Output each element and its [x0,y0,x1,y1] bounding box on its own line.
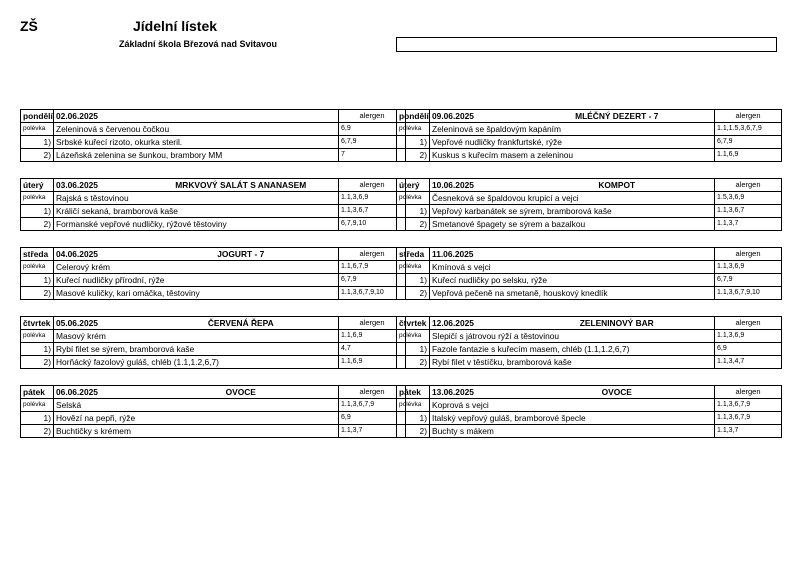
soup-name: Koprová s vejci [430,399,715,412]
meal-row [21,149,406,162]
day-menu-table [20,316,406,369]
day-date: 04.06.2025 [54,248,144,261]
meal-number: 1) [397,274,430,287]
day-menu-table [396,109,782,162]
day-date: 06.06.2025 [54,386,144,399]
day-header-row [397,179,782,192]
day-menu-table [20,247,406,300]
allergen-header: alergen [715,248,782,261]
meal-name: Horňácký fazolový guláš, chléb (1.1,1.2,6,7) [54,356,339,369]
soup-name: Selská [54,399,339,412]
day-name: pondělí [21,110,54,123]
meal-row [21,412,406,425]
allergen-header: alergen [715,110,782,123]
meal-row [397,425,782,438]
meal-name: Rybí filet v těstíčku, bramborová kaše [430,356,715,369]
day-date: 03.06.2025 [54,179,144,192]
meal-name: Kuřecí nudličky přírodní, rýže [54,274,339,287]
day-date: 11.06.2025 [430,248,520,261]
soup-row [21,192,406,205]
meal-number: 1) [21,274,54,287]
day-header-row [21,248,406,261]
meal-name: Vepřová pečeně na smetaně, houskový knedlík [430,287,715,300]
soup-row [397,399,782,412]
meal-number: 1) [397,343,430,356]
soup-row [397,123,782,136]
soup-name: Zeleninová s červenou čočkou [54,123,339,136]
soup-allergen: 1.1,6,9 [339,330,406,343]
meal-number: 2) [397,218,430,231]
day-header-row [397,110,782,123]
meal-name: Lázeňská zelenina se šunkou, brambory MM [54,149,339,162]
soup-allergen: 1.1,3,6,9 [715,330,782,343]
meal-row [397,149,782,162]
soup-name: Celerový krém [54,261,339,274]
day-extra-item: JOGURT - 7 [144,248,339,261]
soup-allergen: 1.1,6,7,9 [339,261,406,274]
soup-label: polévka [397,330,430,343]
day-name: středa [397,248,430,261]
day-name: pondělí [397,110,430,123]
soup-row [21,330,406,343]
day-extra-item: KOMPOT [520,179,715,192]
allergen-header: alergen [339,248,406,261]
meal-name: Smetanové špagety se sýrem a bazalkou [430,218,715,231]
day-name: středa [21,248,54,261]
meal-allergen: 1.1,3,4,7 [715,356,782,369]
allergen-header: alergen [339,110,406,123]
meal-row [397,356,782,369]
allergen-header: alergen [339,317,406,330]
day-menu-table [20,109,406,162]
meal-row [21,136,406,149]
soup-row [397,261,782,274]
meal-row [397,218,782,231]
meal-allergen: 6,7,9 [715,136,782,149]
day-menu-table [396,316,782,369]
meal-number: 1) [397,412,430,425]
meal-number: 1) [397,205,430,218]
meal-number: 1) [21,343,54,356]
meal-allergen: 6,7,9,10 [339,218,406,231]
meal-row [21,274,406,287]
day-header-row [21,110,406,123]
day-header-row [21,317,406,330]
soup-label: polévka [397,399,430,412]
allergen-header: alergen [715,179,782,192]
meal-row [397,412,782,425]
soup-allergen: 6,9 [339,123,406,136]
day-extra-item: ZELENINOVÝ BAR [520,317,715,330]
meal-name: Kuřecí nudličky po selsku, rýže [430,274,715,287]
day-extra-item: MLÉČNÝ DEZERT - 7 [520,110,715,123]
meal-row [21,205,406,218]
day-menu-table [20,385,406,438]
meal-row [397,343,782,356]
day-header-row [397,386,782,399]
meal-number: 1) [21,205,54,218]
meal-row [397,274,782,287]
day-extra-item: OVOCE [144,386,339,399]
soup-row [397,330,782,343]
meal-number: 1) [397,136,430,149]
day-date: 10.06.2025 [430,179,520,192]
meal-allergen: 6,7,9 [339,274,406,287]
day-date: 09.06.2025 [430,110,520,123]
meal-name: Kuskus s kuřecím masem a zeleninou [430,149,715,162]
meal-allergen: 1.1,3,6,7,9,10 [715,287,782,300]
soup-name: Slepičí s játrovou rýží a těstovinou [430,330,715,343]
day-name: čtvrtek [21,317,54,330]
soup-allergen: 1.1,3,6,7,9 [339,399,406,412]
day-name: úterý [21,179,54,192]
meal-allergen: 1.1,3,6,7 [339,205,406,218]
meal-name: Vepřový karbanátek se sýrem, bramborová kaše [430,205,715,218]
meal-row [397,287,782,300]
meal-number: 2) [21,218,54,231]
meal-row [397,205,782,218]
blank-field-box [396,37,777,52]
soup-allergen: 1.1,3,6,7,9 [715,399,782,412]
meal-name: Formanské vepřové nudličky, rýžové těstoviny [54,218,339,231]
meal-number: 1) [21,412,54,425]
day-date: 12.06.2025 [430,317,520,330]
meal-number: 2) [397,149,430,162]
day-menu-table [396,247,782,300]
meal-allergen: 6,7,9 [715,274,782,287]
meal-number: 2) [397,287,430,300]
day-name: čtvrtek [397,317,430,330]
soup-label: polévka [21,192,54,205]
meal-allergen: 1.1,3,6,7 [715,205,782,218]
soup-label: polévka [21,330,54,343]
meal-number: 2) [397,425,430,438]
allergen-header: alergen [715,386,782,399]
soup-row [397,192,782,205]
soup-row [21,399,406,412]
meal-row [21,287,406,300]
day-extra-item: MRKVOVÝ SALÁT S ANANASEM [144,179,339,192]
day-name: pátek [397,386,430,399]
meal-row [397,136,782,149]
meal-allergen: 6,9 [339,412,406,425]
school-name: Základní škola Březová nad Svitavou [119,39,278,49]
day-menu-table [396,385,782,438]
meal-allergen: 1.1,6,9 [715,149,782,162]
meal-number: 2) [397,356,430,369]
meal-name: Rybí filet se sýrem, bramborová kaše [54,343,339,356]
meal-number: 2) [21,425,54,438]
meal-row [21,343,406,356]
day-extra-item: OVOCE [520,386,715,399]
meal-row [21,218,406,231]
soup-allergen: 1.5,3,6,9 [715,192,782,205]
day-extra-item [144,110,339,123]
meal-name: Buchtičky s krémem [54,425,339,438]
day-header-row [397,317,782,330]
meal-name: Hovězí na pepři, rýže [54,412,339,425]
soup-allergen: 1.1,1.5,3,6,7,9 [715,123,782,136]
soup-allergen: 1.1,3,6,9 [339,192,406,205]
soup-name: Česneková se špaldovou krupicí a vejci [430,192,715,205]
allergen-header: alergen [715,317,782,330]
soup-label: polévka [21,123,54,136]
soup-label: polévka [397,261,430,274]
soup-label: polévka [21,261,54,274]
day-name: pátek [21,386,54,399]
meal-allergen: 1.1,3,6,7,9,10 [339,287,406,300]
meal-allergen: 6,9 [715,343,782,356]
meal-number: 1) [21,136,54,149]
day-date: 05.06.2025 [54,317,144,330]
day-extra-item: ČERVENÁ ŘEPA [144,317,339,330]
day-extra-item [520,248,715,261]
meal-name: Vepřové nudličky frankfurtské, rýže [430,136,715,149]
meal-name: Králičí sekaná, bramborová kaše [54,205,339,218]
meal-allergen: 7 [339,149,406,162]
allergen-header: alergen [339,179,406,192]
day-menu-table [396,178,782,231]
meal-number: 2) [21,149,54,162]
soup-name: Rajská s těstovinou [54,192,339,205]
meal-row [21,356,406,369]
day-date: 13.06.2025 [430,386,520,399]
meal-number: 2) [21,356,54,369]
soup-label: polévka [21,399,54,412]
page-title: Jídelní lístek [133,18,218,34]
day-date: 02.06.2025 [54,110,144,123]
day-header-row [397,248,782,261]
day-name: úterý [397,179,430,192]
meal-allergen: 1.1,3,6,7,9 [715,412,782,425]
day-header-row [21,386,406,399]
school-code: ZŠ [20,18,38,34]
meal-name: Buchty s mákem [430,425,715,438]
soup-name: Kmínová s vejci [430,261,715,274]
soup-name: Masový krém [54,330,339,343]
soup-label: polévka [397,192,430,205]
meal-allergen: 1.1,3,7 [715,425,782,438]
soup-row [21,123,406,136]
meal-allergen: 1.1,6,9 [339,356,406,369]
day-header-row [21,179,406,192]
meal-name: Srbské kuřecí rizoto, okurka steril. [54,136,339,149]
meal-name: Fazole fantazie s kuřecím masem, chléb (1.1,1.2,6,7) [430,343,715,356]
meal-row [21,425,406,438]
meal-allergen: 6,7,9 [339,136,406,149]
allergen-header: alergen [339,386,406,399]
soup-label: polévka [397,123,430,136]
meal-allergen: 1.1,3,7 [339,425,406,438]
meal-allergen: 1.1,3,7 [715,218,782,231]
meal-name: Italský vepřový guláš, bramborové špecle [430,412,715,425]
meal-allergen: 4,7 [339,343,406,356]
day-menu-table [20,178,406,231]
meal-number: 2) [21,287,54,300]
soup-allergen: 1.1,3,6,9 [715,261,782,274]
soup-row [21,261,406,274]
soup-name: Zeleninová se špaldovým kapáním [430,123,715,136]
meal-name: Masové kuličky, kari omáčka, těstoviny [54,287,339,300]
